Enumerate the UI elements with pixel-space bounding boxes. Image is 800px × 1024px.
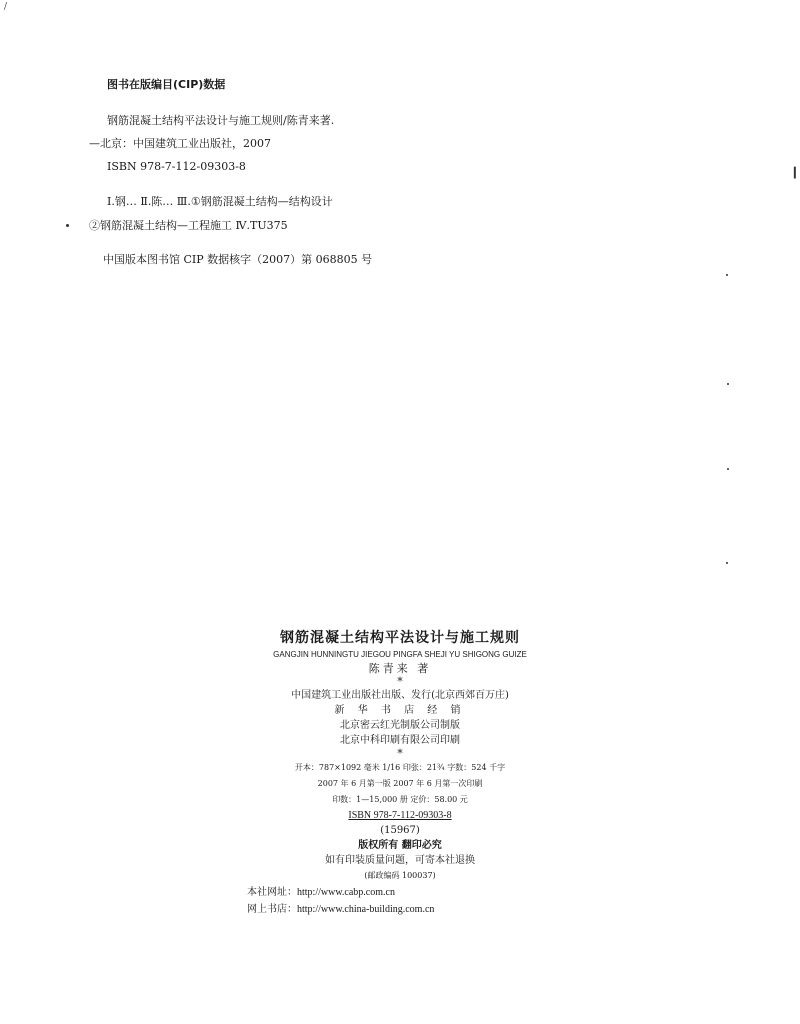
print-run-price: 印数：1—15,000 册 定价：58.00 元 — [332, 795, 468, 804]
distributor: 新 华 书 店 经 销 — [334, 705, 466, 716]
scan-speck — [727, 468, 729, 470]
bookstore-line — [190, 901, 610, 918]
scan-speck — [726, 562, 728, 564]
bookstore-url[interactable]: http://www.china-building.com.cn — [297, 904, 435, 915]
bookstore-label: 网上书店： — [247, 904, 297, 915]
isbn: ISBN 978-7-112-09303-8 — [348, 810, 452, 821]
edition-info: 2007 年 6 月第一版 2007 年 6 月第一次印刷 — [317, 779, 483, 788]
format-specs: 开本：787×1092 毫米 1/16 印张：21¾ 字数：524 千字 — [294, 763, 506, 772]
cip-line-classification: Ⅰ.钢… Ⅱ.陈… Ⅲ.①钢筋混凝土结构—结构设计 — [107, 195, 333, 208]
cip-heading: 图书在版编目(CIP)数据 — [107, 78, 226, 91]
scan-mark: / — [4, 2, 8, 12]
typesetter: 北京密云红光制版公司制版 — [340, 720, 460, 731]
scan-speck — [726, 274, 728, 276]
cip-line-isbn: ISBN 978-7-112-09303-8 — [107, 160, 246, 173]
author: 陈青来 著 — [368, 662, 432, 675]
website-line — [190, 884, 610, 901]
returns-notice: 如有印装质量问题，可寄本社退换 — [325, 855, 475, 866]
catalog-code: (15967) — [380, 825, 420, 836]
scan-edge-mark: ▌ — [793, 168, 798, 179]
printer: 北京中科印刷有限公司印刷 — [340, 735, 460, 746]
book-title: 钢筋混凝土结构平法设计与施工规则 — [280, 630, 520, 646]
separator: * — [397, 675, 403, 688]
publisher: 中国建筑工业出版社出版、发行(北京西郊百万庄) — [291, 690, 509, 701]
cip-line-classification-cont: ②钢筋混凝土结构—工程施工 Ⅳ.TU375 — [89, 219, 288, 232]
separator: * — [397, 747, 403, 760]
scan-speck — [66, 224, 69, 227]
scan-speck — [727, 383, 729, 385]
cip-line-title: 钢筋混凝土结构平法设计与施工规则/陈青来著. — [107, 114, 335, 127]
cip-line-publisher: —北京：中国建筑工业出版社，2007 — [89, 137, 271, 150]
postcode: (邮政编码 100037) — [364, 871, 436, 880]
book-title-pinyin: GANGJIN HUNNINGTU JIEGOU PINGFA SHEJI YU SHIGONG GUIZE — [273, 650, 527, 659]
website-label: 本社网址： — [247, 887, 297, 898]
cip-line-record-number: 中国版本图书馆 CIP 数据核字（2007）第 068805 号 — [103, 253, 373, 266]
colophon — [190, 628, 610, 918]
website-url[interactable]: http://www.cabp.com.cn — [297, 887, 395, 898]
rights-notice: 版权所有 翻印必究 — [358, 840, 442, 851]
